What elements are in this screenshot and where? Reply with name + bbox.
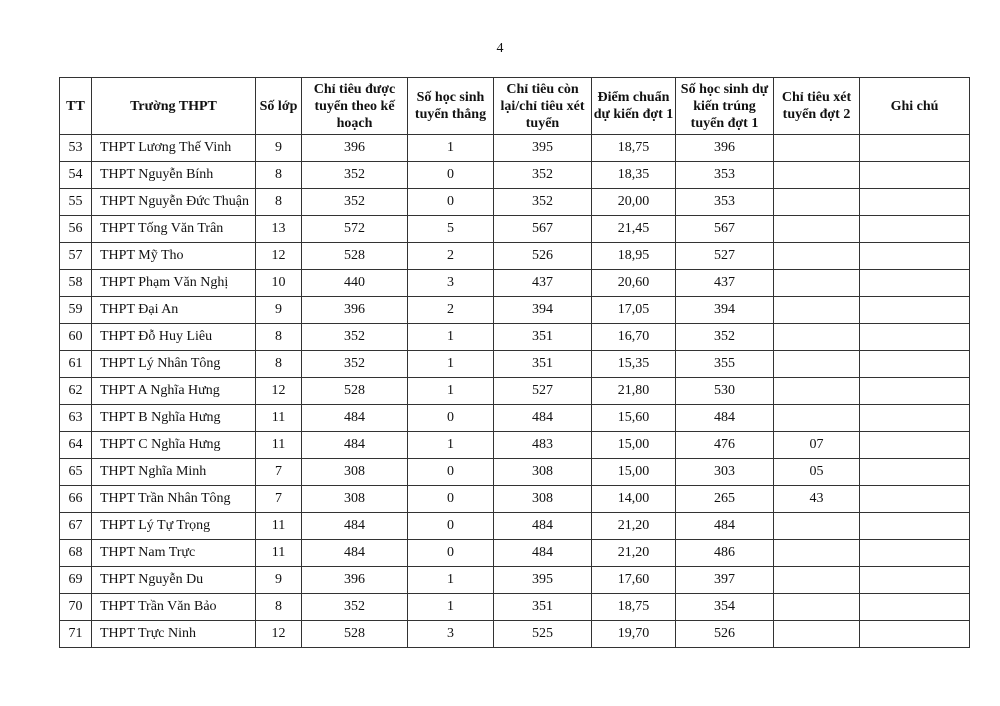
cell-direct-admission: 2 [408, 243, 494, 270]
table-row [60, 432, 970, 459]
cell-remaining-quota: 484 [494, 540, 592, 567]
cell-remaining-quota: 484 [494, 405, 592, 432]
cell-round2-quota [774, 243, 860, 270]
cell-direct-admission: 3 [408, 270, 494, 297]
cell-cutoff-score: 18,75 [592, 135, 676, 162]
cell-expected-admitted: 353 [676, 189, 774, 216]
cell-direct-admission: 1 [408, 432, 494, 459]
cell-expected-admitted: 394 [676, 297, 774, 324]
cell-notes [860, 486, 970, 513]
cell-remaining-quota: 525 [494, 621, 592, 648]
cell-direct-admission: 1 [408, 378, 494, 405]
cell-expected-admitted: 526 [676, 621, 774, 648]
cell-tt: 62 [60, 378, 92, 405]
cell-cutoff-score: 20,00 [592, 189, 676, 216]
cell-tt: 63 [60, 405, 92, 432]
cell-class-count: 9 [256, 135, 302, 162]
cell-tt: 65 [60, 459, 92, 486]
cell-expected-admitted: 355 [676, 351, 774, 378]
cell-tt: 71 [60, 621, 92, 648]
cell-cutoff-score: 19,70 [592, 621, 676, 648]
cell-school: THPT Tống Văn Trân [92, 216, 256, 243]
cell-expected-admitted: 484 [676, 405, 774, 432]
cell-direct-admission: 1 [408, 567, 494, 594]
header-remaining-quota: Chỉ tiêu còn lại/chỉ tiêu xét tuyển [494, 78, 592, 135]
cell-expected-admitted: 530 [676, 378, 774, 405]
cell-expected-admitted: 484 [676, 513, 774, 540]
table-row [60, 135, 970, 162]
cell-notes [860, 135, 970, 162]
cell-expected-admitted: 265 [676, 486, 774, 513]
cell-round2-quota [774, 405, 860, 432]
table-row [60, 297, 970, 324]
cell-planned-quota: 396 [302, 135, 408, 162]
cell-school: THPT Lương Thế Vinh [92, 135, 256, 162]
table-row [60, 162, 970, 189]
cell-planned-quota: 308 [302, 486, 408, 513]
cell-notes [860, 243, 970, 270]
cell-round2-quota [774, 351, 860, 378]
header-cutoff-score: Điểm chuẩn dự kiến đợt 1 [592, 78, 676, 135]
cell-tt: 60 [60, 324, 92, 351]
table-row [60, 513, 970, 540]
cell-cutoff-score: 21,80 [592, 378, 676, 405]
table-row [60, 216, 970, 243]
cell-school: THPT Nguyễn Đức Thuận [92, 189, 256, 216]
cell-cutoff-score: 20,60 [592, 270, 676, 297]
cell-direct-admission: 0 [408, 486, 494, 513]
cell-expected-admitted: 303 [676, 459, 774, 486]
cell-planned-quota: 484 [302, 540, 408, 567]
cell-tt: 56 [60, 216, 92, 243]
cell-round2-quota [774, 324, 860, 351]
header-direct-admission: Số học sinh tuyển thẳng [408, 78, 494, 135]
table-row [60, 189, 970, 216]
cell-school: THPT Đại An [92, 297, 256, 324]
cell-class-count: 9 [256, 567, 302, 594]
cell-round2-quota [774, 216, 860, 243]
cell-expected-admitted: 354 [676, 594, 774, 621]
table-row [60, 594, 970, 621]
cell-notes [860, 351, 970, 378]
table-row [60, 324, 970, 351]
admission-score-table [59, 77, 970, 648]
cell-cutoff-score: 15,60 [592, 405, 676, 432]
cell-notes [860, 378, 970, 405]
cell-direct-admission: 3 [408, 621, 494, 648]
cell-planned-quota: 528 [302, 378, 408, 405]
cell-school: THPT Trực Ninh [92, 621, 256, 648]
cell-class-count: 9 [256, 297, 302, 324]
cell-round2-quota [774, 567, 860, 594]
cell-direct-admission: 0 [408, 459, 494, 486]
cell-notes [860, 621, 970, 648]
cell-notes [860, 513, 970, 540]
cell-tt: 59 [60, 297, 92, 324]
cell-tt: 68 [60, 540, 92, 567]
cell-school: THPT Nam Trực [92, 540, 256, 567]
cell-cutoff-score: 15,00 [592, 459, 676, 486]
cell-expected-admitted: 437 [676, 270, 774, 297]
cell-planned-quota: 484 [302, 405, 408, 432]
cell-cutoff-score: 21,20 [592, 513, 676, 540]
cell-remaining-quota: 395 [494, 567, 592, 594]
table-row [60, 270, 970, 297]
header-planned-quota: Chỉ tiêu được tuyển theo kế hoạch [302, 78, 408, 135]
cell-planned-quota: 484 [302, 513, 408, 540]
cell-school: THPT Mỹ Tho [92, 243, 256, 270]
cell-remaining-quota: 351 [494, 351, 592, 378]
cell-remaining-quota: 526 [494, 243, 592, 270]
cell-tt: 64 [60, 432, 92, 459]
table-row [60, 351, 970, 378]
cell-planned-quota: 352 [302, 594, 408, 621]
cell-school: THPT B Nghĩa Hưng [92, 405, 256, 432]
cell-cutoff-score: 18,35 [592, 162, 676, 189]
cell-cutoff-score: 17,05 [592, 297, 676, 324]
cell-expected-admitted: 486 [676, 540, 774, 567]
cell-expected-admitted: 396 [676, 135, 774, 162]
cell-school: THPT Lý Nhân Tông [92, 351, 256, 378]
cell-notes [860, 189, 970, 216]
cell-direct-admission: 0 [408, 405, 494, 432]
cell-tt: 55 [60, 189, 92, 216]
cell-remaining-quota: 352 [494, 162, 592, 189]
cell-school: THPT C Nghĩa Hưng [92, 432, 256, 459]
table-row [60, 486, 970, 513]
cell-remaining-quota: 484 [494, 513, 592, 540]
cell-tt: 61 [60, 351, 92, 378]
cell-remaining-quota: 351 [494, 324, 592, 351]
cell-expected-admitted: 567 [676, 216, 774, 243]
cell-tt: 69 [60, 567, 92, 594]
cell-tt: 70 [60, 594, 92, 621]
cell-round2-quota [774, 621, 860, 648]
cell-planned-quota: 308 [302, 459, 408, 486]
cell-remaining-quota: 395 [494, 135, 592, 162]
cell-class-count: 11 [256, 540, 302, 567]
cell-tt: 58 [60, 270, 92, 297]
cell-notes [860, 405, 970, 432]
cell-notes [860, 540, 970, 567]
cell-notes [860, 270, 970, 297]
cell-remaining-quota: 308 [494, 459, 592, 486]
cell-notes [860, 459, 970, 486]
cell-direct-admission: 1 [408, 135, 494, 162]
table-row [60, 540, 970, 567]
cell-tt: 66 [60, 486, 92, 513]
cell-direct-admission: 1 [408, 324, 494, 351]
cell-class-count: 8 [256, 189, 302, 216]
cell-remaining-quota: 483 [494, 432, 592, 459]
cell-remaining-quota: 352 [494, 189, 592, 216]
cell-school: THPT Trần Nhân Tông [92, 486, 256, 513]
cell-round2-quota [774, 189, 860, 216]
cell-notes [860, 162, 970, 189]
header-expected-admitted: Số học sinh dự kiến trúng tuyển đợt 1 [676, 78, 774, 135]
cell-school: THPT Nguyễn Bính [92, 162, 256, 189]
cell-round2-quota: 05 [774, 459, 860, 486]
cell-expected-admitted: 476 [676, 432, 774, 459]
cell-round2-quota: 07 [774, 432, 860, 459]
cell-school: THPT Trần Văn Bảo [92, 594, 256, 621]
cell-class-count: 8 [256, 594, 302, 621]
cell-direct-admission: 0 [408, 513, 494, 540]
cell-planned-quota: 352 [302, 189, 408, 216]
cell-cutoff-score: 14,00 [592, 486, 676, 513]
cell-planned-quota: 352 [302, 351, 408, 378]
cell-direct-admission: 2 [408, 297, 494, 324]
table-row [60, 378, 970, 405]
cell-planned-quota: 528 [302, 243, 408, 270]
cell-round2-quota [774, 162, 860, 189]
cell-expected-admitted: 352 [676, 324, 774, 351]
cell-school: THPT Lý Tự Trọng [92, 513, 256, 540]
cell-direct-admission: 0 [408, 189, 494, 216]
cell-class-count: 12 [256, 621, 302, 648]
cell-planned-quota: 352 [302, 162, 408, 189]
cell-school: THPT Nghĩa Minh [92, 459, 256, 486]
cell-planned-quota: 440 [302, 270, 408, 297]
cell-round2-quota [774, 270, 860, 297]
cell-cutoff-score: 18,95 [592, 243, 676, 270]
cell-direct-admission: 1 [408, 351, 494, 378]
cell-cutoff-score: 21,45 [592, 216, 676, 243]
cell-remaining-quota: 527 [494, 378, 592, 405]
cell-remaining-quota: 351 [494, 594, 592, 621]
cell-school: THPT Đỗ Huy Liêu [92, 324, 256, 351]
header-round2-quota: Chỉ tiêu xét tuyển đợt 2 [774, 78, 860, 135]
cell-class-count: 8 [256, 162, 302, 189]
cell-direct-admission: 0 [408, 540, 494, 567]
cell-planned-quota: 396 [302, 297, 408, 324]
cell-cutoff-score: 21,20 [592, 540, 676, 567]
cell-school: THPT A Nghĩa Hưng [92, 378, 256, 405]
cell-planned-quota: 572 [302, 216, 408, 243]
cell-expected-admitted: 527 [676, 243, 774, 270]
cell-notes [860, 216, 970, 243]
cell-remaining-quota: 567 [494, 216, 592, 243]
cell-cutoff-score: 15,00 [592, 432, 676, 459]
cell-cutoff-score: 16,70 [592, 324, 676, 351]
cell-round2-quota [774, 378, 860, 405]
cell-tt: 54 [60, 162, 92, 189]
cell-class-count: 8 [256, 324, 302, 351]
cell-class-count: 11 [256, 513, 302, 540]
cell-expected-admitted: 397 [676, 567, 774, 594]
cell-round2-quota [774, 297, 860, 324]
header-notes: Ghi chú [860, 78, 970, 135]
cell-class-count: 12 [256, 378, 302, 405]
table-row [60, 567, 970, 594]
cell-round2-quota [774, 513, 860, 540]
cell-direct-admission: 5 [408, 216, 494, 243]
table-header-row [60, 78, 970, 135]
table-row [60, 243, 970, 270]
cell-class-count: 10 [256, 270, 302, 297]
cell-class-count: 13 [256, 216, 302, 243]
cell-planned-quota: 528 [302, 621, 408, 648]
page-number: 4 [496, 41, 504, 56]
cell-notes [860, 567, 970, 594]
cell-round2-quota [774, 594, 860, 621]
cell-tt: 53 [60, 135, 92, 162]
table-row [60, 621, 970, 648]
cell-class-count: 11 [256, 432, 302, 459]
cell-class-count: 7 [256, 486, 302, 513]
cell-remaining-quota: 308 [494, 486, 592, 513]
cell-direct-admission: 0 [408, 162, 494, 189]
cell-cutoff-score: 17,60 [592, 567, 676, 594]
cell-round2-quota [774, 540, 860, 567]
cell-remaining-quota: 437 [494, 270, 592, 297]
cell-remaining-quota: 394 [494, 297, 592, 324]
cell-round2-quota: 43 [774, 486, 860, 513]
cell-round2-quota [774, 135, 860, 162]
cell-class-count: 8 [256, 351, 302, 378]
header-tt: TT [60, 78, 92, 135]
table-row [60, 459, 970, 486]
cell-tt: 67 [60, 513, 92, 540]
cell-expected-admitted: 353 [676, 162, 774, 189]
cell-class-count: 7 [256, 459, 302, 486]
cell-notes [860, 594, 970, 621]
cell-cutoff-score: 15,35 [592, 351, 676, 378]
cell-planned-quota: 484 [302, 432, 408, 459]
cell-class-count: 12 [256, 243, 302, 270]
header-class-count: Số lớp [256, 78, 302, 135]
cell-direct-admission: 1 [408, 594, 494, 621]
cell-school: THPT Nguyễn Du [92, 567, 256, 594]
cell-class-count: 11 [256, 405, 302, 432]
header-school: Trường THPT [92, 78, 256, 135]
cell-tt: 57 [60, 243, 92, 270]
cell-notes [860, 324, 970, 351]
cell-cutoff-score: 18,75 [592, 594, 676, 621]
cell-school: THPT Phạm Văn Nghị [92, 270, 256, 297]
cell-planned-quota: 396 [302, 567, 408, 594]
table-row [60, 405, 970, 432]
cell-planned-quota: 352 [302, 324, 408, 351]
cell-notes [860, 297, 970, 324]
cell-notes [860, 432, 970, 459]
